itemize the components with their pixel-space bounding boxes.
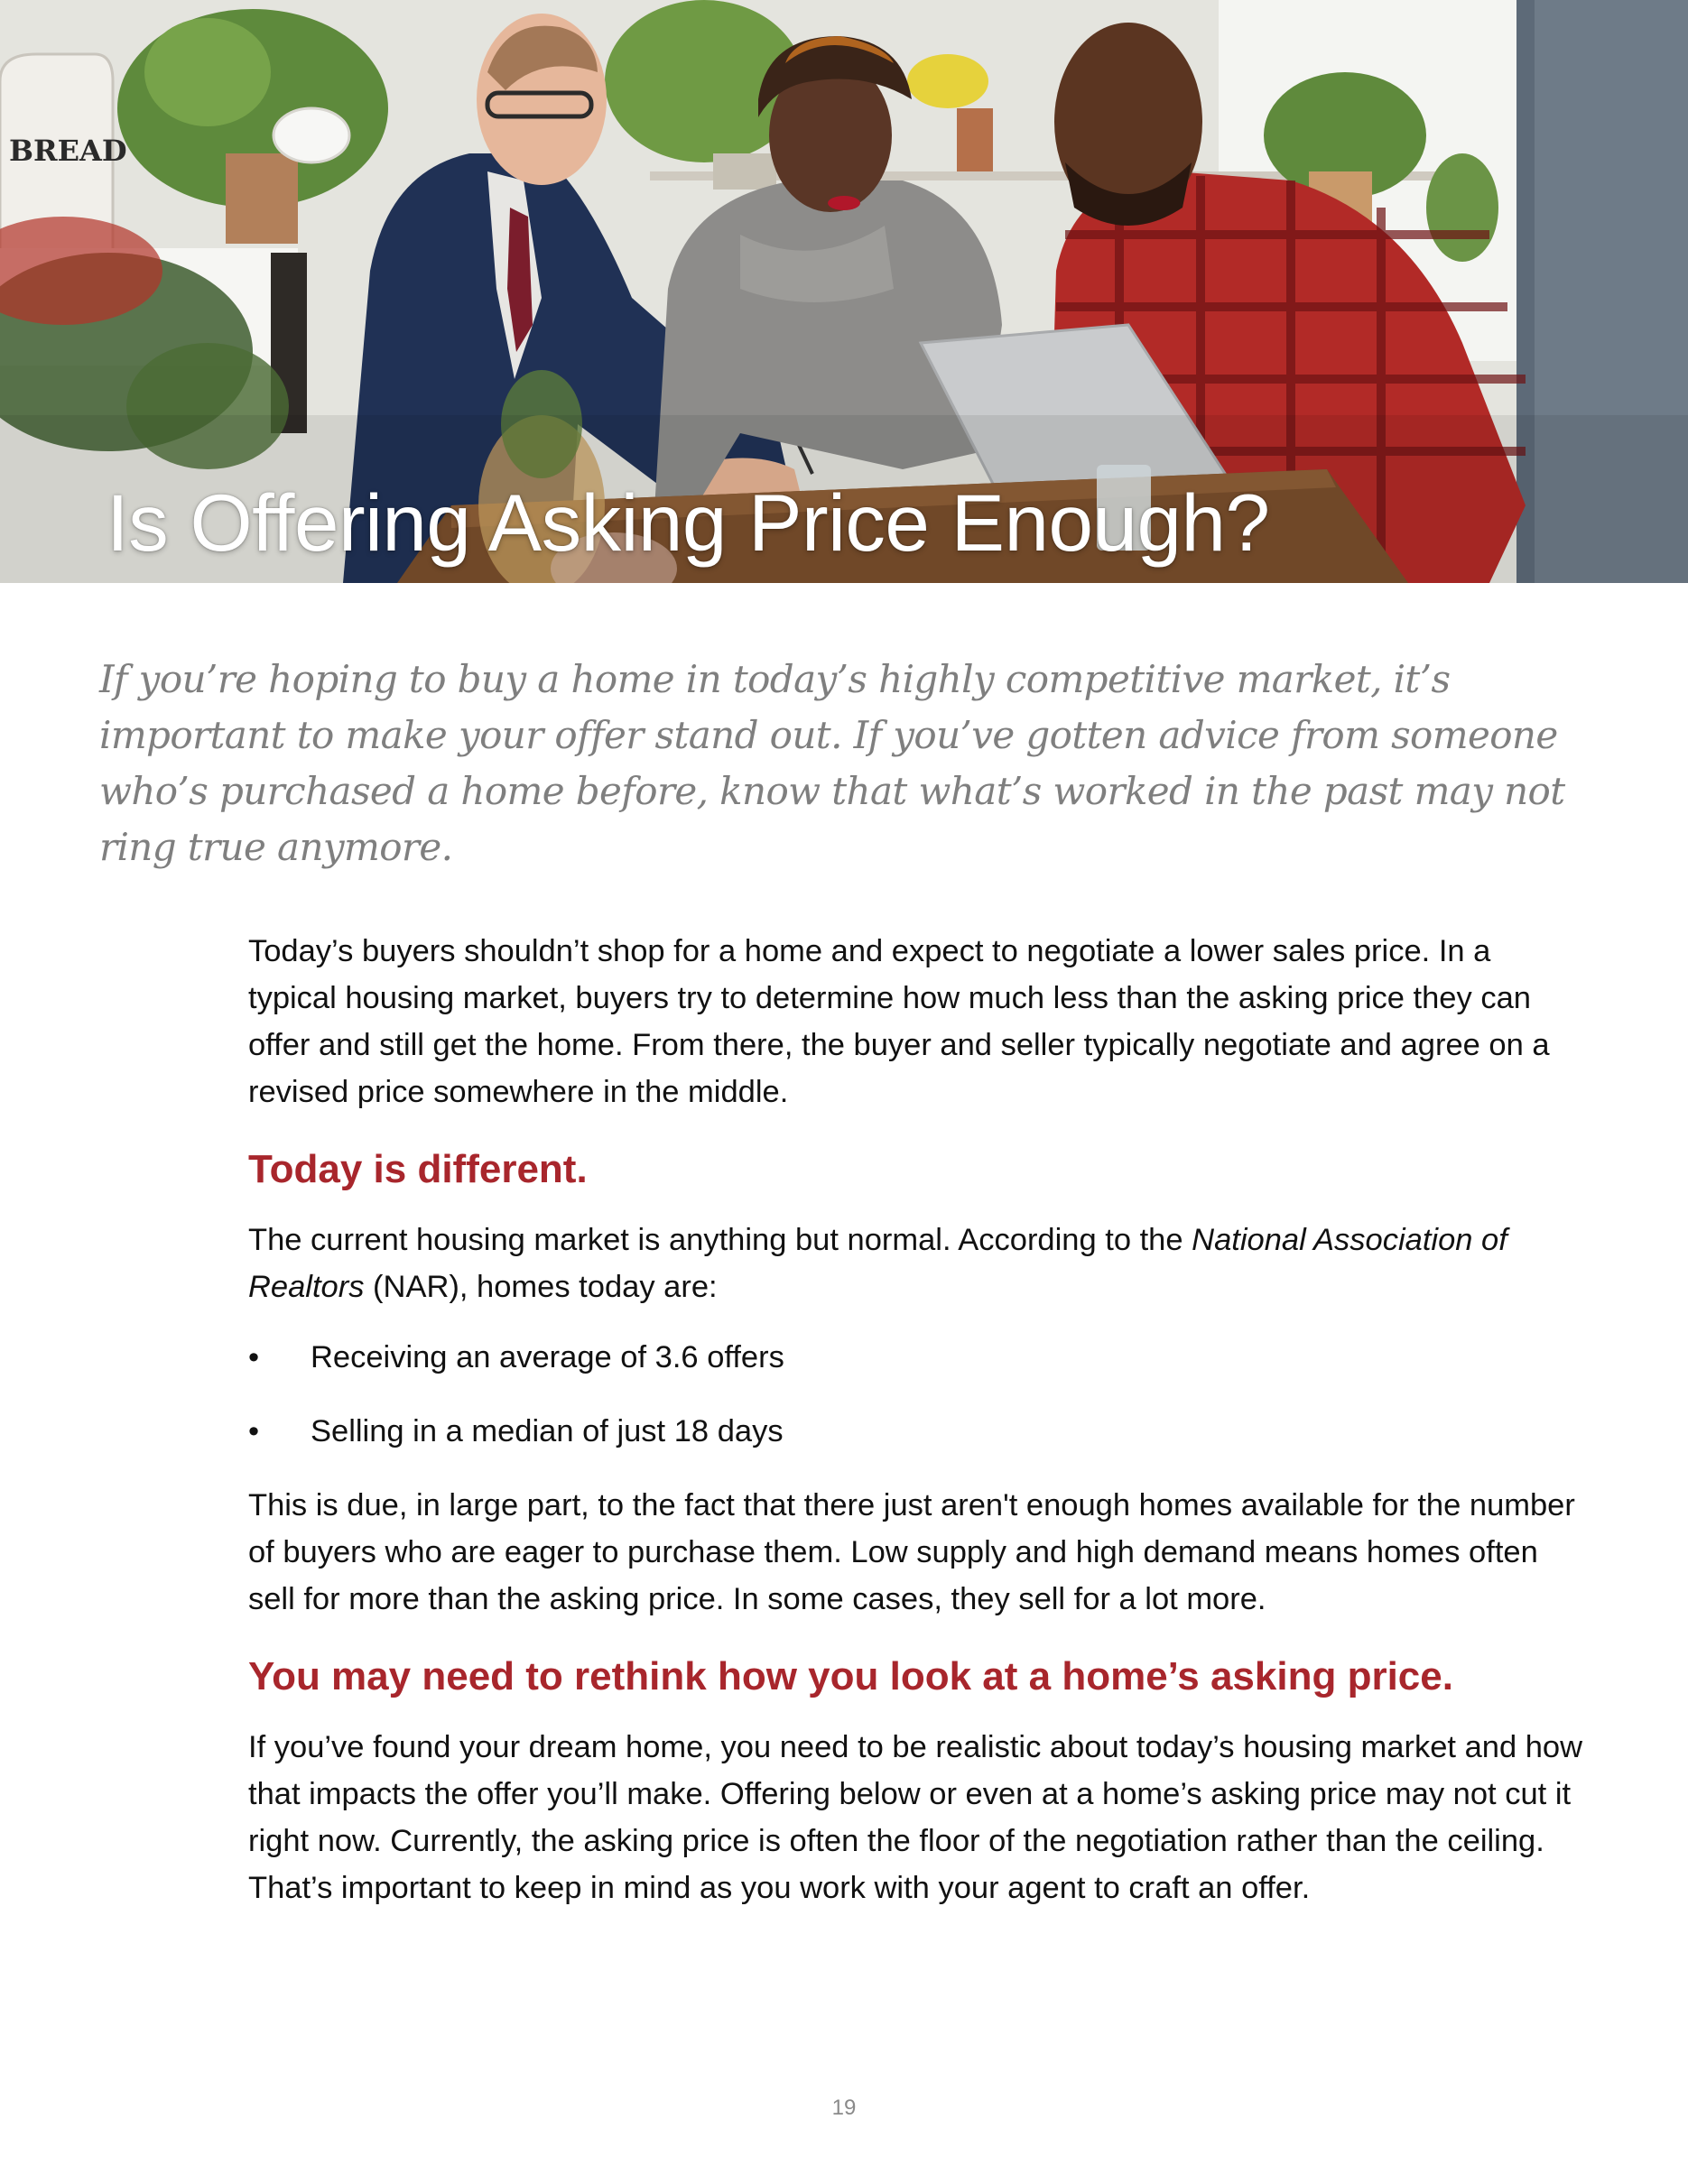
section-heading-rethink-asking-price: You may need to rethink how you look at a home’s asking price.: [248, 1654, 1453, 1698]
bullet-icon: •: [248, 1340, 260, 1374]
body-paragraph-3: This is due, in large part, to the fact that there just aren't enough homes available for the number of buyers who are eager to purchase them. Low supply and high demand means homes often sell for more than the asking price. In some cases, they sell for a lot more.: [248, 1488, 1575, 1616]
page-title: Is Offering Asking Price Enough?: [107, 477, 1270, 568]
intro-paragraph: If you’re hoping to buy a home in today’s highly competitive market, it’s important to make your offer stand out. If you’ve gotten advice from someone who’s purchased a home before, know that what’s worked in the past may not ring true anymore.: [99, 657, 1565, 869]
list-item: [248, 1408, 1584, 1455]
list-item-text: Receiving an average of 3.6 offers: [311, 1340, 784, 1374]
stats-bullet-list: [248, 1334, 1584, 1455]
page-number: 19: [831, 2096, 857, 2120]
bread-sign: BREAD: [9, 134, 127, 168]
hero-photo: [0, 0, 1688, 583]
list-item-text: Selling in a median of just 18 days: [311, 1414, 784, 1448]
nar-source-name: National Association of Realtors: [248, 1223, 1507, 1304]
paragraph-2-tail: (NAR), homes today are:: [364, 1270, 718, 1304]
body-paragraph-2: [248, 1217, 1584, 1310]
paragraph-2-lead: The current housing market is anything but normal. According to the: [248, 1223, 1192, 1257]
bullet-icon: •: [248, 1414, 260, 1448]
body-paragraph-4: If you’ve found your dream home, you need to be realistic about today’s housing market and how that impacts the offer you’ll make. Offering below or even at a home’s asking price may not cut it right now. Currently, the asking price is often the floor of the negotiation rather than the ceiling. That’s important to keep in mind as you work with your agent to craft an offer.: [248, 1730, 1583, 1905]
list-item: [248, 1334, 1584, 1381]
body-paragraph-1: Today’s buyers shouldn’t shop for a home and expect to negotiate a lower sales price. In a typical housing market, buyers try to determine how much less than the asking price they can offer and still get the home. From there, the buyer and seller typically negotiate and agree on a revised price somewhere in the middle.: [248, 934, 1550, 1109]
article-body: [248, 928, 1584, 1911]
section-heading-today-is-different: Today is different.: [248, 1147, 588, 1191]
